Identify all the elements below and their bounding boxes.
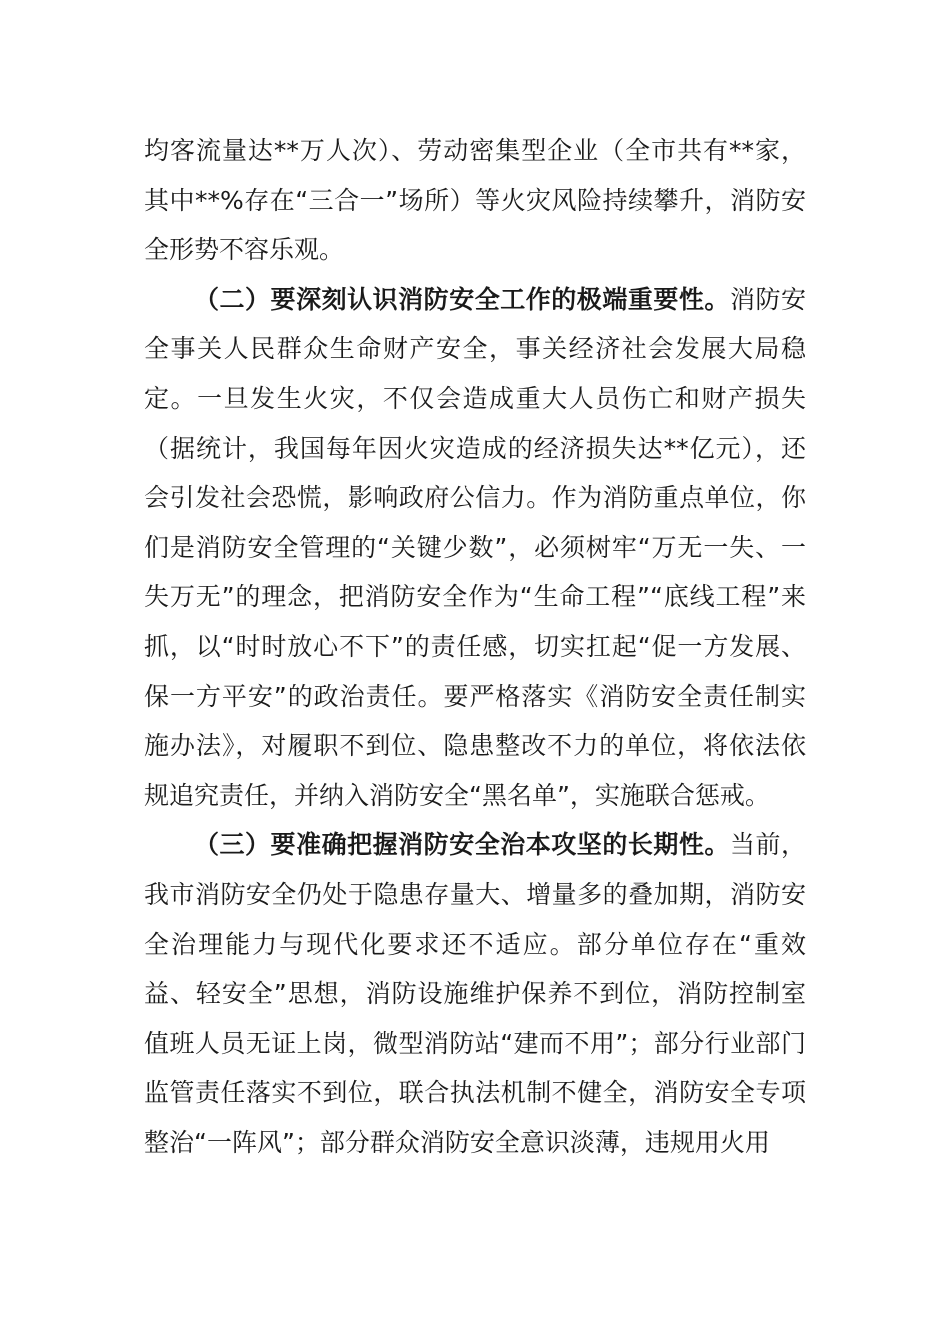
paragraph-text: 均客流量达**万人次）、劳动密集型企业（全市共有**家，其中**%存在“三合一”场所）等火灾风险持续攀升，消防安全形势不容乐观。 [144,136,806,265]
paragraph-continuation [144,126,806,275]
section-heading: （二）要深刻认识消防安全工作的极端重要性。 [194,284,730,314]
section-heading: （三）要准确把握消防安全治本攻坚的长期性。 [194,830,730,860]
document-body [144,126,806,1167]
paragraph-section-3 [144,820,806,1167]
paragraph-text: 消防安全事关人民群众生命财产安全，事关经济社会发展大局稳定。一旦发生火灾，不仅会造成重大人员伤亡和财产损失（据统计，我国每年因火灾造成的经济损失达**亿元），还会引发社会恐慌，影响政府公信力。作为消防重点单位，你们是消防安全管理的“关键少数”，必须树牢“万无一失、一失万无”的理念，把消防安全作为“生命工程”“底线工程”来抓，以“时时放心不下”的责任感，切实扛起“促一方发展、保一方平安”的政治责任。要严格落实《消防安全责任制实施办法》，对履职不到位、隐患整改不力的单位，将依法依规追究责任，并纳入消防安全“黑名单”，实施联合惩戒。 [144,284,806,810]
paragraph-text: 当前，我市消防安全仍处于隐患存量大、增量多的叠加期，消防安全治理能力与现代化要求还不适应。部分单位存在“重效益、轻安全”思想，消防设施维护保养不到位，消防控制室值班人员无证上岗，微型消防站“建而不用”；部分行业部门监管责任落实不到位，联合执法机制不健全，消防安全专项整治“一阵风”；部分群众消防安全意识淡薄，违规用火用 [144,830,806,1157]
paragraph-section-2 [144,275,806,821]
